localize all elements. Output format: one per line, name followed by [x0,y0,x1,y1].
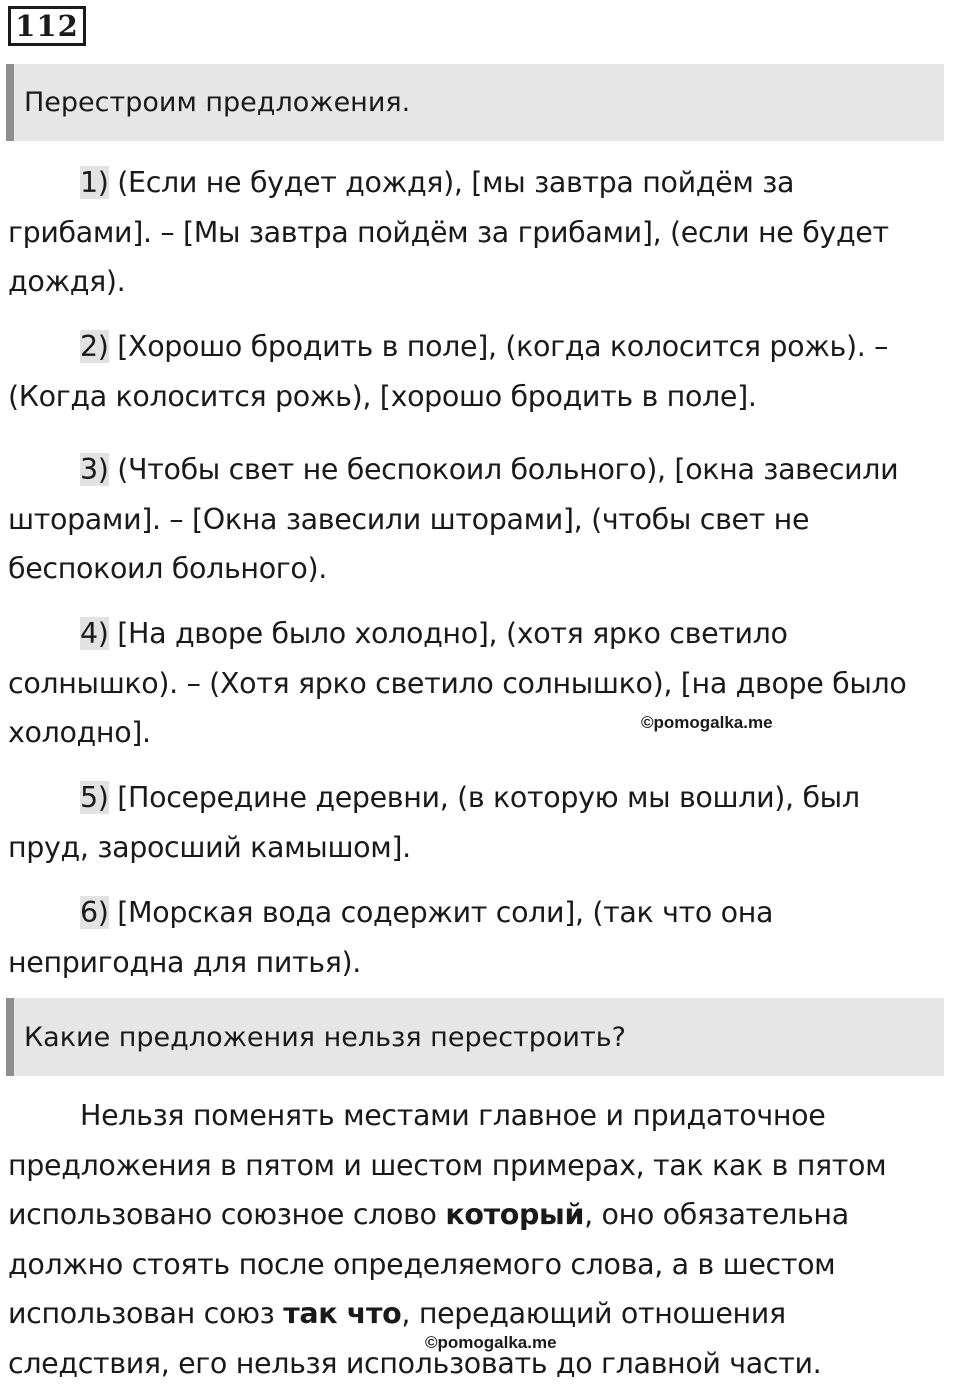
watermark: ©pomogalka.me [641,713,773,732]
list-item: 4) [На дворе было холодно], (хотя ярко светило солнышко). – (Хотя ярко светило солнышко), [на дворе было холодно]. [8,617,907,749]
list-item: 2) [Хорошо бродить в поле], (когда колосится рожь). – (Когда колосится рожь), [хорошо бродить в поле]. [8,330,889,413]
emphasis-which: который [445,1198,585,1231]
list-item: 1) (Если не будет дождя), [мы завтра пойдём за грибами]. – [Мы завтра пойдём за грибами], (если не будет дождя). [8,166,889,298]
list-item: 6) [Морская вода содержит соли], (так что она непригодна для питья). [8,896,774,979]
item-number: 6) [80,896,109,929]
question-heading-1: Перестроим предложения. [6,64,944,141]
question-heading-2: Какие предложения нельзя перестроить? [6,998,944,1076]
watermark: ©pomogalka.me [425,1333,557,1352]
list-item: 3) (Чтобы свет не беспокоил больного), [окна завесили шторами]. – [Окна завесили шторами], (чтобы свет не беспокоил больного). [8,453,899,585]
answer-paragraph: Нельзя поменять местами главное и придаточное предложения в пятом и шестом примерах, так как в пятом использовано союзное слово который, оно обязательна должно стоять после определяемого слова, а в шестом использован союз так что, передающий отношения следствия, его нельзя использовать до главной части. [8,1099,887,1380]
item-number: 2) [80,330,109,363]
item-number: 3) [80,453,109,486]
item-number: 4) [80,617,109,650]
list-item: 5) [Посередине деревни, (в которую мы вошли), был пруд, заросший камышом]. [8,781,860,864]
emphasis-so-that: так что [283,1297,402,1330]
item-number: 5) [80,781,109,814]
task-number: 112 [8,6,86,46]
item-number: 1) [80,166,109,199]
